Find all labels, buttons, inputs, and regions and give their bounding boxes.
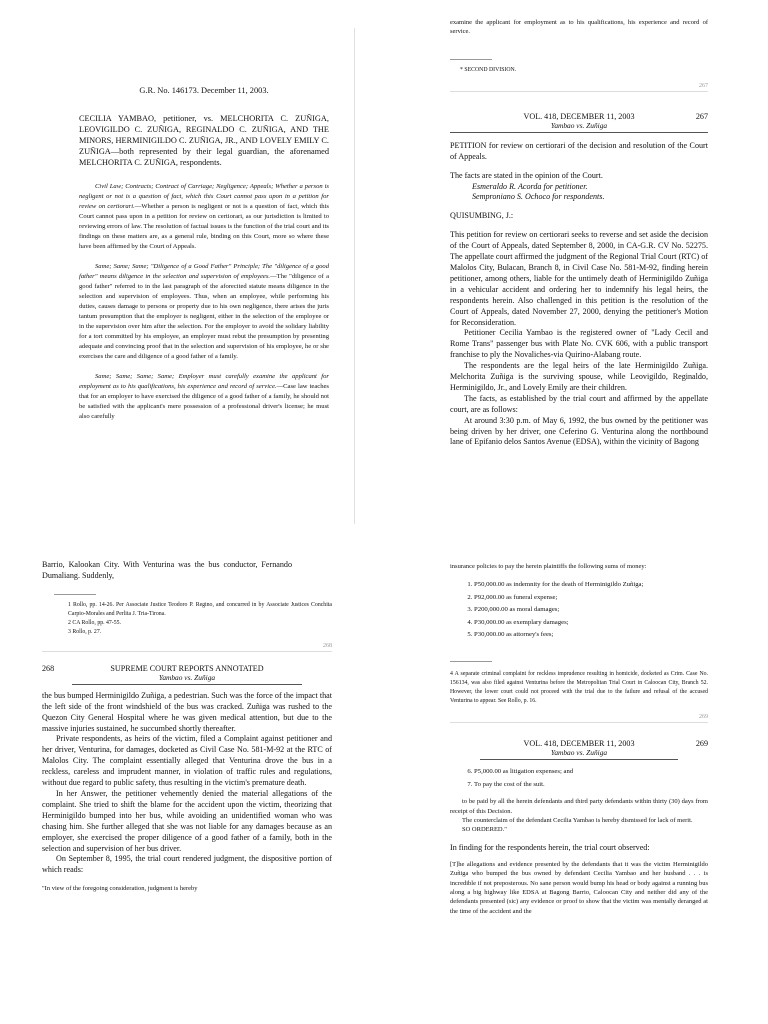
running-header-title: SUPREME COURT REPORTS ANNOTATED: [110, 663, 264, 673]
paragraph: Private respondents, as heirs of the victim, filed a Complaint against petitioner and her driver, Venturina, for damages, docketed as Civil Case No. 581-M-92 at the RTC of Malolos City. The complaint essentially alleged that Venturina drove the bus in a reckless, careless and imprudent manner, in violation of traffic rules and regulations, without due regard to public safety, thus resulting in the victim's premature death.: [42, 734, 332, 788]
list-item: 3. P200,000.00 as moral damages;: [474, 604, 708, 616]
list-item: 6. P5,000.00 as litigation expenses; and: [474, 766, 708, 778]
paragraph: SO ORDERED.": [462, 826, 507, 834]
paragraph: In her Answer, the petitioner vehemently denied the material allegations of the complaint. She tried to shift the blame for the accident upon the victim, theorizing that Herminigildo bumped into her bus, while avoiding an unidentified woman who was chasing him. She further alleged that she was not liable for any damages because as an employer, she exercised the proper diligence of a good father of a family, both in the selection and supervision of her bus driver.: [42, 788, 332, 853]
case-number: G.R. No. 146173. December 11, 2003.: [139, 86, 269, 95]
opinion-body: [450, 141, 708, 449]
syllabus-2-keywords: Same; Same; Same; "Diligence of a Good Father" Principle; The "diligence of a good father" means diligence in the selection and supervision of employees.: [79, 263, 329, 280]
finding-text: In finding for the respondents herein, the trial court observed:: [450, 842, 650, 852]
syllabus-1-keywords: Civil Law; Contracts; Contract of Carriage; Negligence; Appeals; Whether a person is negligent or not is a question of fact, which this Court cannot pass upon in a petition for review on certiorari.: [79, 183, 329, 210]
footnote-divider: [450, 661, 492, 662]
running-header: [42, 664, 332, 673]
syllabus: [79, 182, 329, 422]
footnote-3: 3 Rollo, p. 27.: [68, 628, 102, 635]
counsel-petitioner: Esmeraldo R. Acorda for petitioner.: [472, 181, 588, 191]
page-266: [42, 28, 355, 524]
page-number-267: 267: [450, 83, 708, 92]
petition-line: PETITION for review on certiorari of the decision and resolution of the Court of Appeals.: [450, 140, 708, 161]
trial-court-quote: [T]he allegations and evidence presented by the defendants that it was the victim Herminigildo Zuñiga who bumped the bus owned by defendant Cecilia Yambao and her husband . . . is incredible if not preposterous. No sane person would bump his head or body against a running bus along a big highway like EDSA at Bagong Barrio, Caloocan City and neither did any of the defendants presented (sic) any evidence or proof to show that the victim was mentally deranged at the time of the accident and the: [450, 860, 708, 915]
paragraph: At around 3:30 p.m. of May 6, 1992, the bus owned by the petitioner was being driven by her driver, one Ceferino G. Venturina along the northbound lane of Epifanio delos Santos Avenue (EDSA), within the vicinity of Bagong: [450, 415, 708, 447]
dispositive-quote: [450, 797, 708, 835]
running-header-page: 268: [42, 663, 55, 673]
list-item: 4. P30,000.00 as exemplary damages;: [474, 617, 708, 629]
paragraph: the bus bumped Herminigildo Zuñiga, a pedestrian. Such was the force of the impact that the left side of the front windshield of the bus was cracked. Zuñiga was rushed to the Quezon City General Hospital where he was given medical attention, but due to the massive injuries sustained, he succumbed shortly thereafter.: [42, 690, 332, 733]
footnote-division: * SECOND DIVISION.: [460, 66, 517, 73]
awards-list-continued: [450, 766, 708, 791]
syllabus-3-body: —Case law teaches that for an employer to have exercised the diligence of a good father of a family, he should not be satisfied with the applicant's mere possession of a professional driver's license; he must also carefully: [79, 383, 329, 420]
page-269: [450, 548, 708, 1024]
syllabus-2-body: —The "diligence of a good father" referred to in the last paragraph of the aforecited statute means diligence in the selection and supervision of employees. Thus, when an employee, while performing his duties, causes damage to persons or property due to his own negligence, there arises the juris tantum presumption that the employer is negligent, either in the selection of the employee or in the supervision over him after the selection. For the employer to avoid the solidary liability for a tort committed by his employee, an employer must rebut the presumption by presenting adequate and convincing proof that in the selection and supervision of his employee, he or she exercises the care and diligence of a good father of a family.: [79, 273, 329, 360]
list-item: 5. P30,000.00 as attorney's fees;: [474, 629, 708, 641]
footnotes: [42, 601, 332, 637]
page-number-268: 268: [42, 643, 332, 652]
case-caption: CECILIA YAMBAO, petitioner, vs. MELCHORITA C. ZUÑIGA, LEOVIGILDO C. ZUÑIGA, REGINALDO C. ZUÑIGA, AND THE MINORS, HERMINIGILDO C. ZUÑIGA, JR., AND LOVELY EMILY C. ZUÑIGA—both represented by their legal guardian, the aforenamed MELCHORITA C. ZUÑIGA, respondents.: [79, 114, 329, 167]
opinion-body: [42, 691, 332, 894]
list-item: 2. P92,000.00 as funeral expense;: [474, 592, 708, 604]
running-header-volume: VOL. 418, DECEMBER 11, 2003: [523, 739, 635, 749]
syllabus-3-keywords: Same; Same; Same; Same; Employer must carefully examine the applicant for employment as to his qualifications, his experience and record of service.: [79, 373, 329, 390]
continuation-text: Barrio, Kalookan City. With Venturina was the bus conductor, Fernando Dumaliang. Suddenly,: [42, 560, 292, 580]
syllabus-1-body: —Whether a person is negligent or not is a question of fact, which this Court cannot pass upon in a petition for review on certiorari, as our jurisdiction is limited to reviewing errors of law. The resolution of factual issues is the function of the trial court and its findings on these matters are, as a general rule, binding on this Court, more so where these have been affirmed by the Court of Appeals.: [79, 203, 330, 250]
running-header: [450, 739, 708, 748]
facts-line: The facts are stated in the opinion of the Court.: [450, 170, 603, 180]
running-header: [450, 112, 708, 121]
footnote-1: 1 Rollo, pp. 14-26. Per Associate Justice Teodoro P. Regino, and concurred in by Associate Justices Conchita Carpio-Morales and Perlita J. Tria-Tirona.: [68, 601, 332, 617]
footnote-divider: [450, 59, 492, 60]
footnote-2: 2 CA Rollo, pp. 47-55.: [68, 619, 121, 626]
ponente: QUISUMBING, J.:: [450, 211, 514, 221]
running-subtitle: Yambao vs. Zuñiga: [72, 673, 302, 685]
running-subtitle: Yambao vs. Zuñiga: [450, 121, 708, 133]
paragraph: to be paid by all the herein defendants and third party defendants within thirty (30) days from receipt of this Decision.: [450, 798, 708, 815]
list-item: 7. To pay the cost of the suit.: [474, 779, 708, 791]
running-header-page: 269: [695, 739, 708, 749]
page-number-269: 269: [450, 714, 708, 723]
paragraph: This petition for review on certiorari seeks to reverse and set aside the decision of the Court of Appeals, dated September 8, 2000, in CA-G.R. CV No. 52275. The appellate court affirmed the judgment of the Regional Trial Court (RTC) of Malolos City, Bulacan, Branch 8, in Civil Case No. 581-M-92, finding herein petitioner, among others, liable for the untimely death of Herminigildo Zuñiga in a vehicular accident and ordering her to indemnify his legal heirs, the respondents herein. Also challenged in this petition is the resolution of the Court of Appeals, dated November 27, 2000, denying the petitioner's Motion for Reconsideration.: [450, 230, 708, 327]
counsel-respondents: Sempronianο S. Ochoco for respondents.: [472, 192, 605, 202]
paragraph: On September 8, 1995, the trial court rendered judgment, the dispositive portion of which reads:: [42, 854, 332, 875]
footnote-divider: [54, 594, 96, 595]
footnote-4: 4 A separate criminal complaint for reckless imprudence resulting in homicide, docketed as Crim. Case No. 156134, was also filed against Venturina before the Metropolitan Trial Court in Caloocan City, Branch 52. However, the lower court could not proceed with the trial due to the failure and refusal of the accused Venturina to appear. See Rollo, p. 16.: [450, 671, 708, 705]
running-subtitle: Yambao vs. Zuñiga: [480, 748, 678, 760]
awards-list: [450, 579, 708, 641]
running-header-volume: VOL. 418, DECEMBER 11, 2003: [523, 111, 635, 121]
continuation-text: insurance policies to pay the herein plaintiffs the following sums of money:: [450, 563, 647, 570]
paragraph: The counterclaim of the defendant Cecilia Yambao is hereby dismissed for lack of merit.: [462, 817, 693, 825]
paragraph: The facts, as established by the trial court and affirmed by the appellate court, are as follows:: [450, 393, 708, 414]
running-header-page: 267: [695, 111, 708, 121]
quoted-dispositive: "In view of the foregoing consideration, judgment is hereby: [42, 885, 198, 893]
paragraph: Petitioner Cecilia Yambao is the registered owner of "Lady Cecil and Rome Trans" passenger bus with Plate No. CVK 606, with a public transport franchise to ply the Novaliches-via Quirino-Alabang route.: [450, 328, 708, 360]
syllabus-continuation: examine the applicant for employment as to his qualifications, his experience and record of service.: [450, 19, 708, 36]
page-267: [450, 0, 708, 524]
page-268: [42, 548, 332, 1024]
list-item: 1. P50,000.00 as indemnity for the death of Herminigildo Zuñiga;: [474, 579, 708, 591]
paragraph: The respondents are the legal heirs of the late Herminigildo Zuñiga. Melchorita Zuñiga is the surviving spouse, while Leovigildo, Reginaldo, Herminigildo, Jr., and Lovely Emily are their children.: [450, 361, 708, 392]
